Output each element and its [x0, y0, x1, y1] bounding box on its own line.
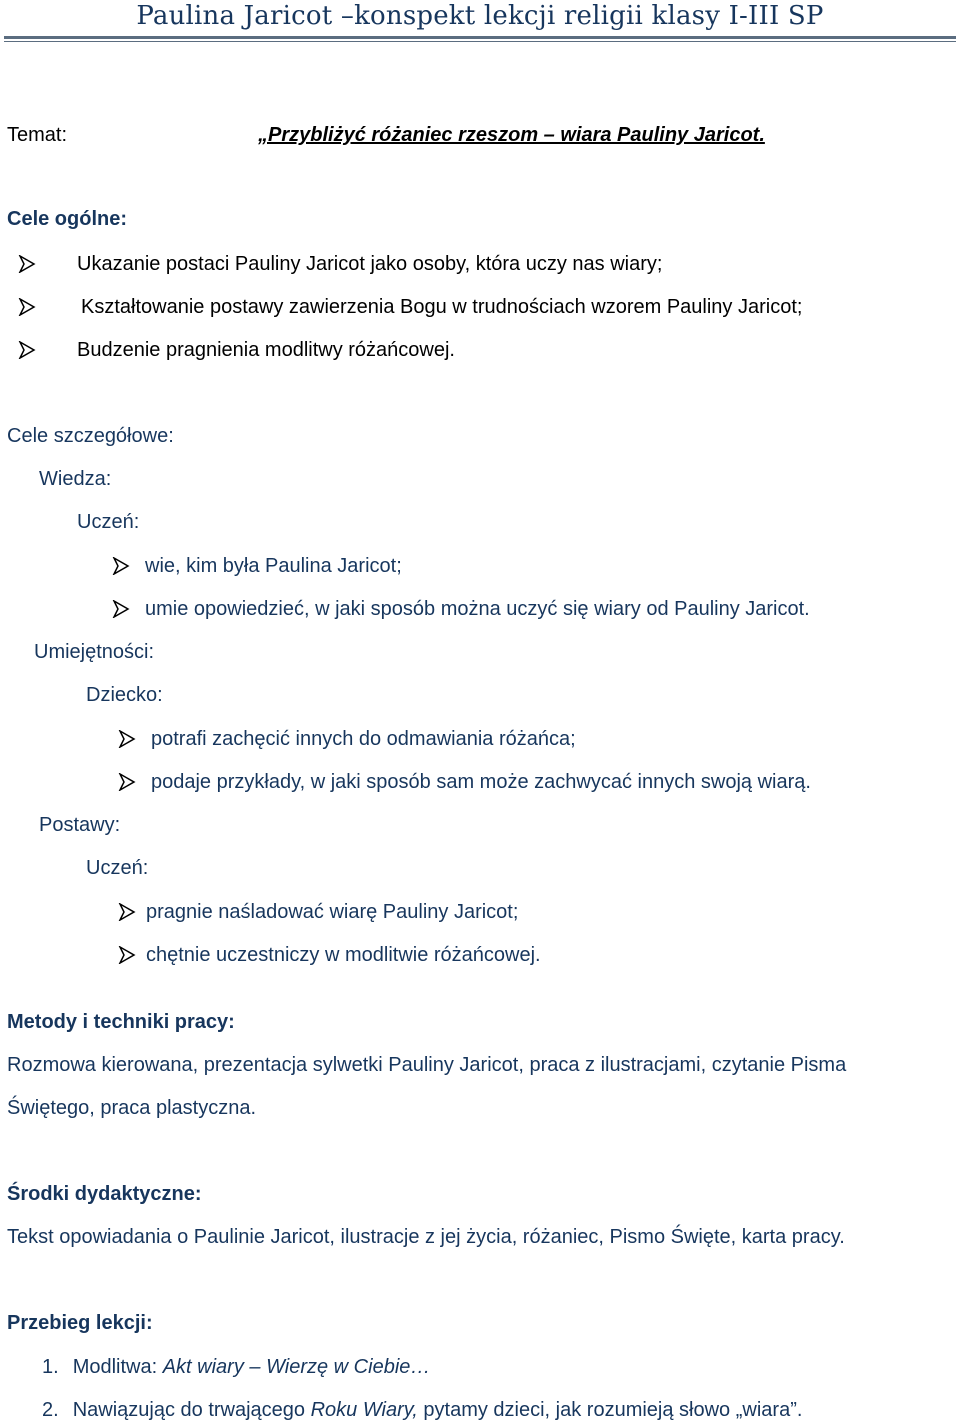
metody-text-line: Rozmowa kierowana, prezentacja sylwetki Pauliny Jaricot, praca z ilustracjami, czytanie Pisma — [7, 1054, 847, 1076]
item-text-suffix: pytamy dzieci, jak rozumieją słowo „wiara”. — [417, 1399, 803, 1421]
postawy-item: pragnie naśladować wiarę Pauliny Jaricot; — [146, 901, 519, 923]
cele-ogolne-item: Budzenie pragnienia modlitwy różańcowej. — [77, 339, 455, 361]
wiedza-sublabel: Uczeń: — [77, 511, 140, 533]
arrow-bullet-icon — [118, 730, 136, 748]
item-number: 2. — [42, 1399, 59, 1421]
przebieg-item-2 — [42, 1397, 802, 1423]
srodki-heading: Środki dydaktyczne: — [7, 1183, 202, 1205]
postawy-sublabel: Uczeń: — [86, 857, 149, 879]
wiedza-item: umie opowiedzieć, w jaki sposób można uczyć się wiary od Pauliny Jaricot. — [145, 598, 810, 620]
item-italic-text: Roku Wiary, — [310, 1399, 418, 1421]
item-text: Nawiązując do trwającego — [72, 1399, 311, 1421]
arrow-bullet-icon — [112, 600, 130, 618]
temat-value: „Przybliżyć różaniec rzeszom – wiara Pauliny Jaricot. — [258, 124, 765, 146]
wiedza-item: wie, kim była Paulina Jaricot; — [145, 555, 402, 577]
postawy-item: chętnie uczestniczy w modlitwie różańcowej. — [146, 944, 541, 966]
przebieg-heading: Przebieg lekcji: — [7, 1312, 153, 1334]
metody-text-line: Świętego, praca plastyczna. — [7, 1097, 257, 1119]
wiedza-label: Wiedza: — [39, 468, 112, 490]
umiejetnosci-sublabel: Dziecko: — [86, 684, 163, 706]
item-italic-text: Akt wiary – Wierzę w Ciebie… — [162, 1356, 431, 1378]
arrow-bullet-icon — [112, 557, 130, 575]
arrow-bullet-icon — [18, 341, 36, 359]
srodki-text: Tekst opowiadania o Paulinie Jaricot, ilustracje z jej życia, różaniec, Pismo Święte, karta pracy. — [7, 1226, 845, 1248]
arrow-bullet-icon — [118, 773, 136, 791]
item-number: 1. — [42, 1356, 59, 1378]
postawy-label: Postawy: — [39, 814, 121, 836]
header-rule-thin — [4, 41, 956, 42]
cele-szczegolowe-heading: Cele szczegółowe: — [7, 425, 174, 447]
header-rule — [4, 36, 956, 39]
umiejetnosci-label: Umiejętności: — [34, 641, 155, 663]
przebieg-item-1 — [42, 1354, 430, 1380]
cele-ogolne-heading: Cele ogólne: — [7, 208, 128, 230]
arrow-bullet-icon — [18, 298, 36, 316]
item-text: Modlitwa: — [72, 1356, 163, 1378]
cele-ogolne-item: Ukazanie postaci Pauliny Jaricot jako osoby, która uczy nas wiary; — [77, 253, 663, 275]
document-header: Paulina Jaricot –konspekt lekcji religii klasy I-III SP — [136, 1, 824, 31]
cele-ogolne-item: Kształtowanie postawy zawierzenia Bogu w trudnościach wzorem Pauliny Jaricot; — [81, 296, 803, 318]
temat-label: Temat: — [7, 124, 68, 146]
metody-heading: Metody i techniki pracy: — [7, 1011, 235, 1033]
arrow-bullet-icon — [18, 255, 36, 273]
umiejetnosci-item: potrafi zachęcić innych do odmawiania różańca; — [151, 728, 576, 750]
arrow-bullet-icon — [118, 946, 136, 964]
umiejetnosci-item: podaje przykłady, w jaki sposób sam może zachwycać innych swoją wiarą. — [151, 771, 811, 793]
arrow-bullet-icon — [118, 903, 136, 921]
